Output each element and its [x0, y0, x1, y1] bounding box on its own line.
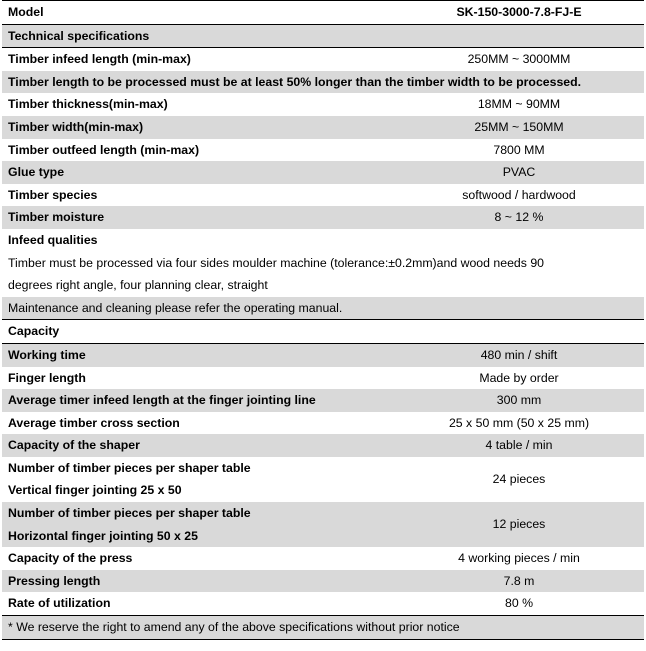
- row-label-line1: Number of timber pieces per shaper table: [8, 460, 251, 475]
- row-label: Capacity of the press: [8, 551, 133, 566]
- row-value: 8 ~ 12 %: [394, 206, 644, 229]
- row-label-line1: Number of timber pieces per shaper table: [8, 506, 251, 521]
- row-label: Finger length: [8, 370, 86, 385]
- section-header-capacity: [2, 320, 644, 344]
- infeed-text-row: [2, 252, 644, 275]
- footer-disclaimer: * We reserve the right to amend any of the above specifications without prior notice: [2, 616, 644, 640]
- row-label: Timber width(min-max): [2, 116, 394, 139]
- row-value: 25 x 50 mm (50 x 25 mm): [448, 415, 590, 430]
- maintenance-row: [2, 297, 644, 320]
- row-value: 24 pieces: [492, 472, 546, 487]
- table-row: [2, 343, 644, 366]
- row-label: [2, 457, 394, 502]
- row-label: Pressing length: [2, 570, 394, 593]
- row-value: 7800 MM: [493, 142, 545, 157]
- section-title-capacity: Capacity: [2, 320, 644, 344]
- row-label-line2: Vertical finger jointing 25 x 50: [8, 483, 182, 498]
- infeed-text-line2: degrees right angle, four planning clear, straight: [8, 278, 268, 293]
- row-label: Rate of utilization: [8, 596, 111, 611]
- table-row: [2, 161, 644, 184]
- row-label: [2, 502, 394, 547]
- length-note: Timber length to be processed must be at least 50% longer than the timber width to be processed.: [2, 71, 644, 94]
- section-title-tech: Technical specifications: [2, 24, 644, 48]
- row-value: 480 min / shift: [394, 343, 644, 366]
- table-row: [2, 412, 644, 435]
- table-row: [2, 139, 644, 162]
- row-label: Timber moisture: [2, 206, 394, 229]
- infeed-text-row: [2, 274, 644, 297]
- table-row: [2, 184, 644, 207]
- row-label: Average timber cross section: [8, 415, 180, 430]
- table-row: [2, 116, 644, 139]
- row-label: Glue type: [2, 161, 394, 184]
- row-label: Capacity of the shaper: [2, 434, 394, 457]
- row-label: Timber thickness(min-max): [8, 97, 168, 112]
- row-value: 80 %: [504, 596, 534, 611]
- table-row: [2, 48, 644, 71]
- section-header-tech: [2, 24, 644, 48]
- row-value: 25MM ~ 150MM: [394, 116, 644, 139]
- spec-table: [2, 0, 644, 640]
- table-row-note: [2, 71, 644, 94]
- footer-row: [2, 616, 644, 640]
- row-value: 4 working pieces / min: [458, 551, 580, 566]
- infeed-text-line1: Timber must be processed via four sides moulder machine (tolerance:±0.2mm)and wood needs 90: [8, 255, 545, 270]
- row-label: Timber species: [8, 187, 98, 202]
- row-value: PVAC: [394, 161, 644, 184]
- table-row: [2, 434, 644, 457]
- row-label-line2: Horizontal finger jointing 50 x 25: [8, 528, 198, 543]
- row-value: 250MM ~ 3000MM: [467, 52, 571, 67]
- model-label: Model: [2, 1, 394, 25]
- row-value: 300 mm: [394, 389, 644, 412]
- model-value: SK-150-3000-7.8-FJ-E: [394, 1, 644, 25]
- row-value: 7.8 m: [394, 570, 644, 593]
- row-value: 12 pieces: [394, 502, 644, 547]
- table-row: [2, 93, 644, 116]
- table-row: [2, 389, 644, 412]
- model-row: [2, 1, 644, 25]
- infeed-title-row: [2, 229, 644, 252]
- row-value: Made by order: [479, 370, 559, 385]
- table-row: [2, 547, 644, 570]
- row-value: 18MM ~ 90MM: [477, 97, 561, 112]
- row-label: Timber outfeed length (min-max): [8, 142, 200, 157]
- maintenance-text: Maintenance and cleaning please refer the operating manual.: [2, 297, 644, 320]
- table-row: [2, 206, 644, 229]
- table-row: [2, 367, 644, 390]
- row-label: Working time: [2, 343, 394, 366]
- row-value: 4 table / min: [394, 434, 644, 457]
- row-label: Average timer infeed length at the finger jointing line: [2, 389, 394, 412]
- table-row-pieces-vertical: [2, 457, 644, 502]
- infeed-title: Infeed qualities: [8, 232, 98, 247]
- row-value: softwood / hardwood: [462, 187, 576, 202]
- table-row: [2, 592, 644, 615]
- table-row: [2, 570, 644, 593]
- row-label: Timber infeed length (min-max): [8, 52, 191, 67]
- table-row-pieces-horizontal: [2, 502, 644, 547]
